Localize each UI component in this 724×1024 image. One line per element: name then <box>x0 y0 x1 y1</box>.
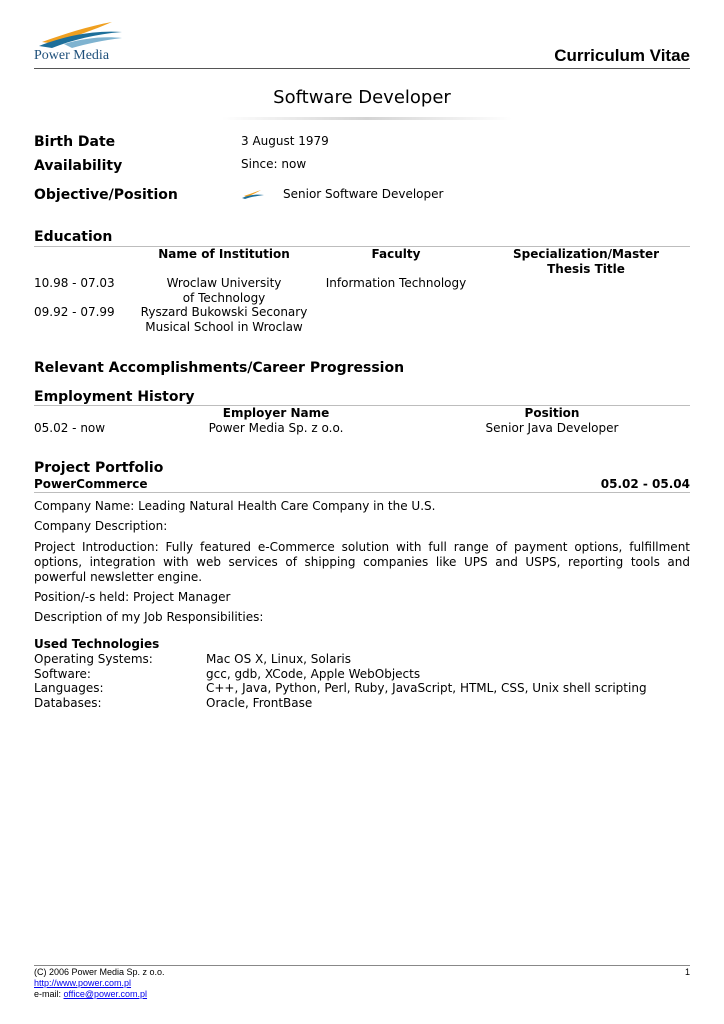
footer-rule <box>34 965 690 966</box>
bullet-logo-icon <box>241 189 265 199</box>
institution-line2: of Technology <box>182 290 266 305</box>
job-responsibilities: Description of my Job Responsibilities: <box>34 610 264 624</box>
company-logo <box>34 14 124 66</box>
employment-col-position: Position <box>524 406 580 420</box>
project-rule <box>34 492 690 493</box>
specialization-line2: Thesis Title <box>547 261 625 276</box>
employment-row-position: Senior Java Developer <box>485 421 619 435</box>
header-rule <box>34 68 690 69</box>
project-period: 05.02 - 05.04 <box>600 477 690 491</box>
tech-value: Oracle, FrontBase <box>206 696 313 710</box>
footer-email-label: e-mail: <box>34 989 64 999</box>
logo-text: Power Media <box>34 48 110 63</box>
institution-line2: Musical School in Wroclaw <box>145 319 303 334</box>
company-name: Company Name: Leading Natural Health Care Company in the U.S. <box>34 499 436 513</box>
birth-date-value: 3 August 1979 <box>241 134 329 148</box>
footer-website-link[interactable]: http://www.power.com.pl <box>34 978 132 988</box>
title-underline <box>222 117 512 120</box>
tech-label: Operating Systems: <box>34 652 153 666</box>
tech-label: Software: <box>34 667 91 681</box>
position-held: Position/-s held: Project Manager <box>34 590 231 604</box>
tech-value: gcc, gdb, XCode, Apple WebObjects <box>206 667 421 681</box>
project-name: PowerCommerce <box>34 477 148 491</box>
tech-label: Languages: <box>34 681 104 695</box>
education-col-institution: Name of Institution <box>158 247 290 261</box>
education-row-faculty: Information Technology <box>325 276 467 290</box>
education-row-institution <box>136 305 312 334</box>
tech-label: Databases: <box>34 696 102 710</box>
footer-page-number: 1 <box>684 967 690 977</box>
technologies-heading: Used Technologies <box>34 637 160 651</box>
education-row-period: 10.98 - 07.03 <box>34 276 115 290</box>
tech-value: C++, Java, Python, Perl, Ruby, JavaScript, HTML, CSS, Unix shell scripting <box>206 681 647 695</box>
tech-value: Mac OS X, Linux, Solaris <box>206 652 351 666</box>
employment-row-period: 05.02 - now <box>34 421 106 435</box>
education-heading: Education <box>34 229 113 245</box>
institution-line1: Ryszard Bukowski Seconary <box>140 305 308 319</box>
institution-line1: Wroclaw University <box>166 276 282 290</box>
education-row-institution <box>136 276 312 305</box>
project-introduction: Project Introduction: Fully featured e-Commerce solution with full range of payment options, fulfillment options, integration with web services of shipping companies like UPS and USPS, reporting tools and powerful newsletter engine. <box>34 540 690 584</box>
objective-value: Senior Software Developer <box>283 187 444 201</box>
availability-label: Availability <box>34 158 123 174</box>
footer-email-link[interactable]: office@power.com.pl <box>63 989 148 999</box>
portfolio-heading: Project Portfolio <box>34 460 164 476</box>
birth-date-label: Birth Date <box>34 134 116 150</box>
availability-value: Since: now <box>241 157 307 171</box>
employment-col-employer: Employer Name <box>222 406 330 420</box>
employment-row-employer: Power Media Sp. z o.o. <box>208 421 344 435</box>
footer-email <box>34 989 147 999</box>
education-row-period: 09.92 - 07.99 <box>34 305 115 319</box>
education-col-faculty: Faculty <box>371 247 421 261</box>
specialization-line1: Specialization/Master <box>513 247 659 261</box>
company-description: Company Description: <box>34 519 168 533</box>
employment-heading: Employment History <box>34 389 195 405</box>
power-media-logo-icon <box>34 14 124 48</box>
accomplishments-heading: Relevant Accomplishments/Career Progression <box>34 360 405 376</box>
document-type-title: Curriculum Vitae <box>554 46 690 65</box>
objective-label: Objective/Position <box>34 187 178 203</box>
footer-copyright: (C) 2006 Power Media Sp. z o.o. <box>34 967 165 977</box>
page-title: Software Developer <box>273 87 451 108</box>
education-col-specialization <box>482 247 690 276</box>
